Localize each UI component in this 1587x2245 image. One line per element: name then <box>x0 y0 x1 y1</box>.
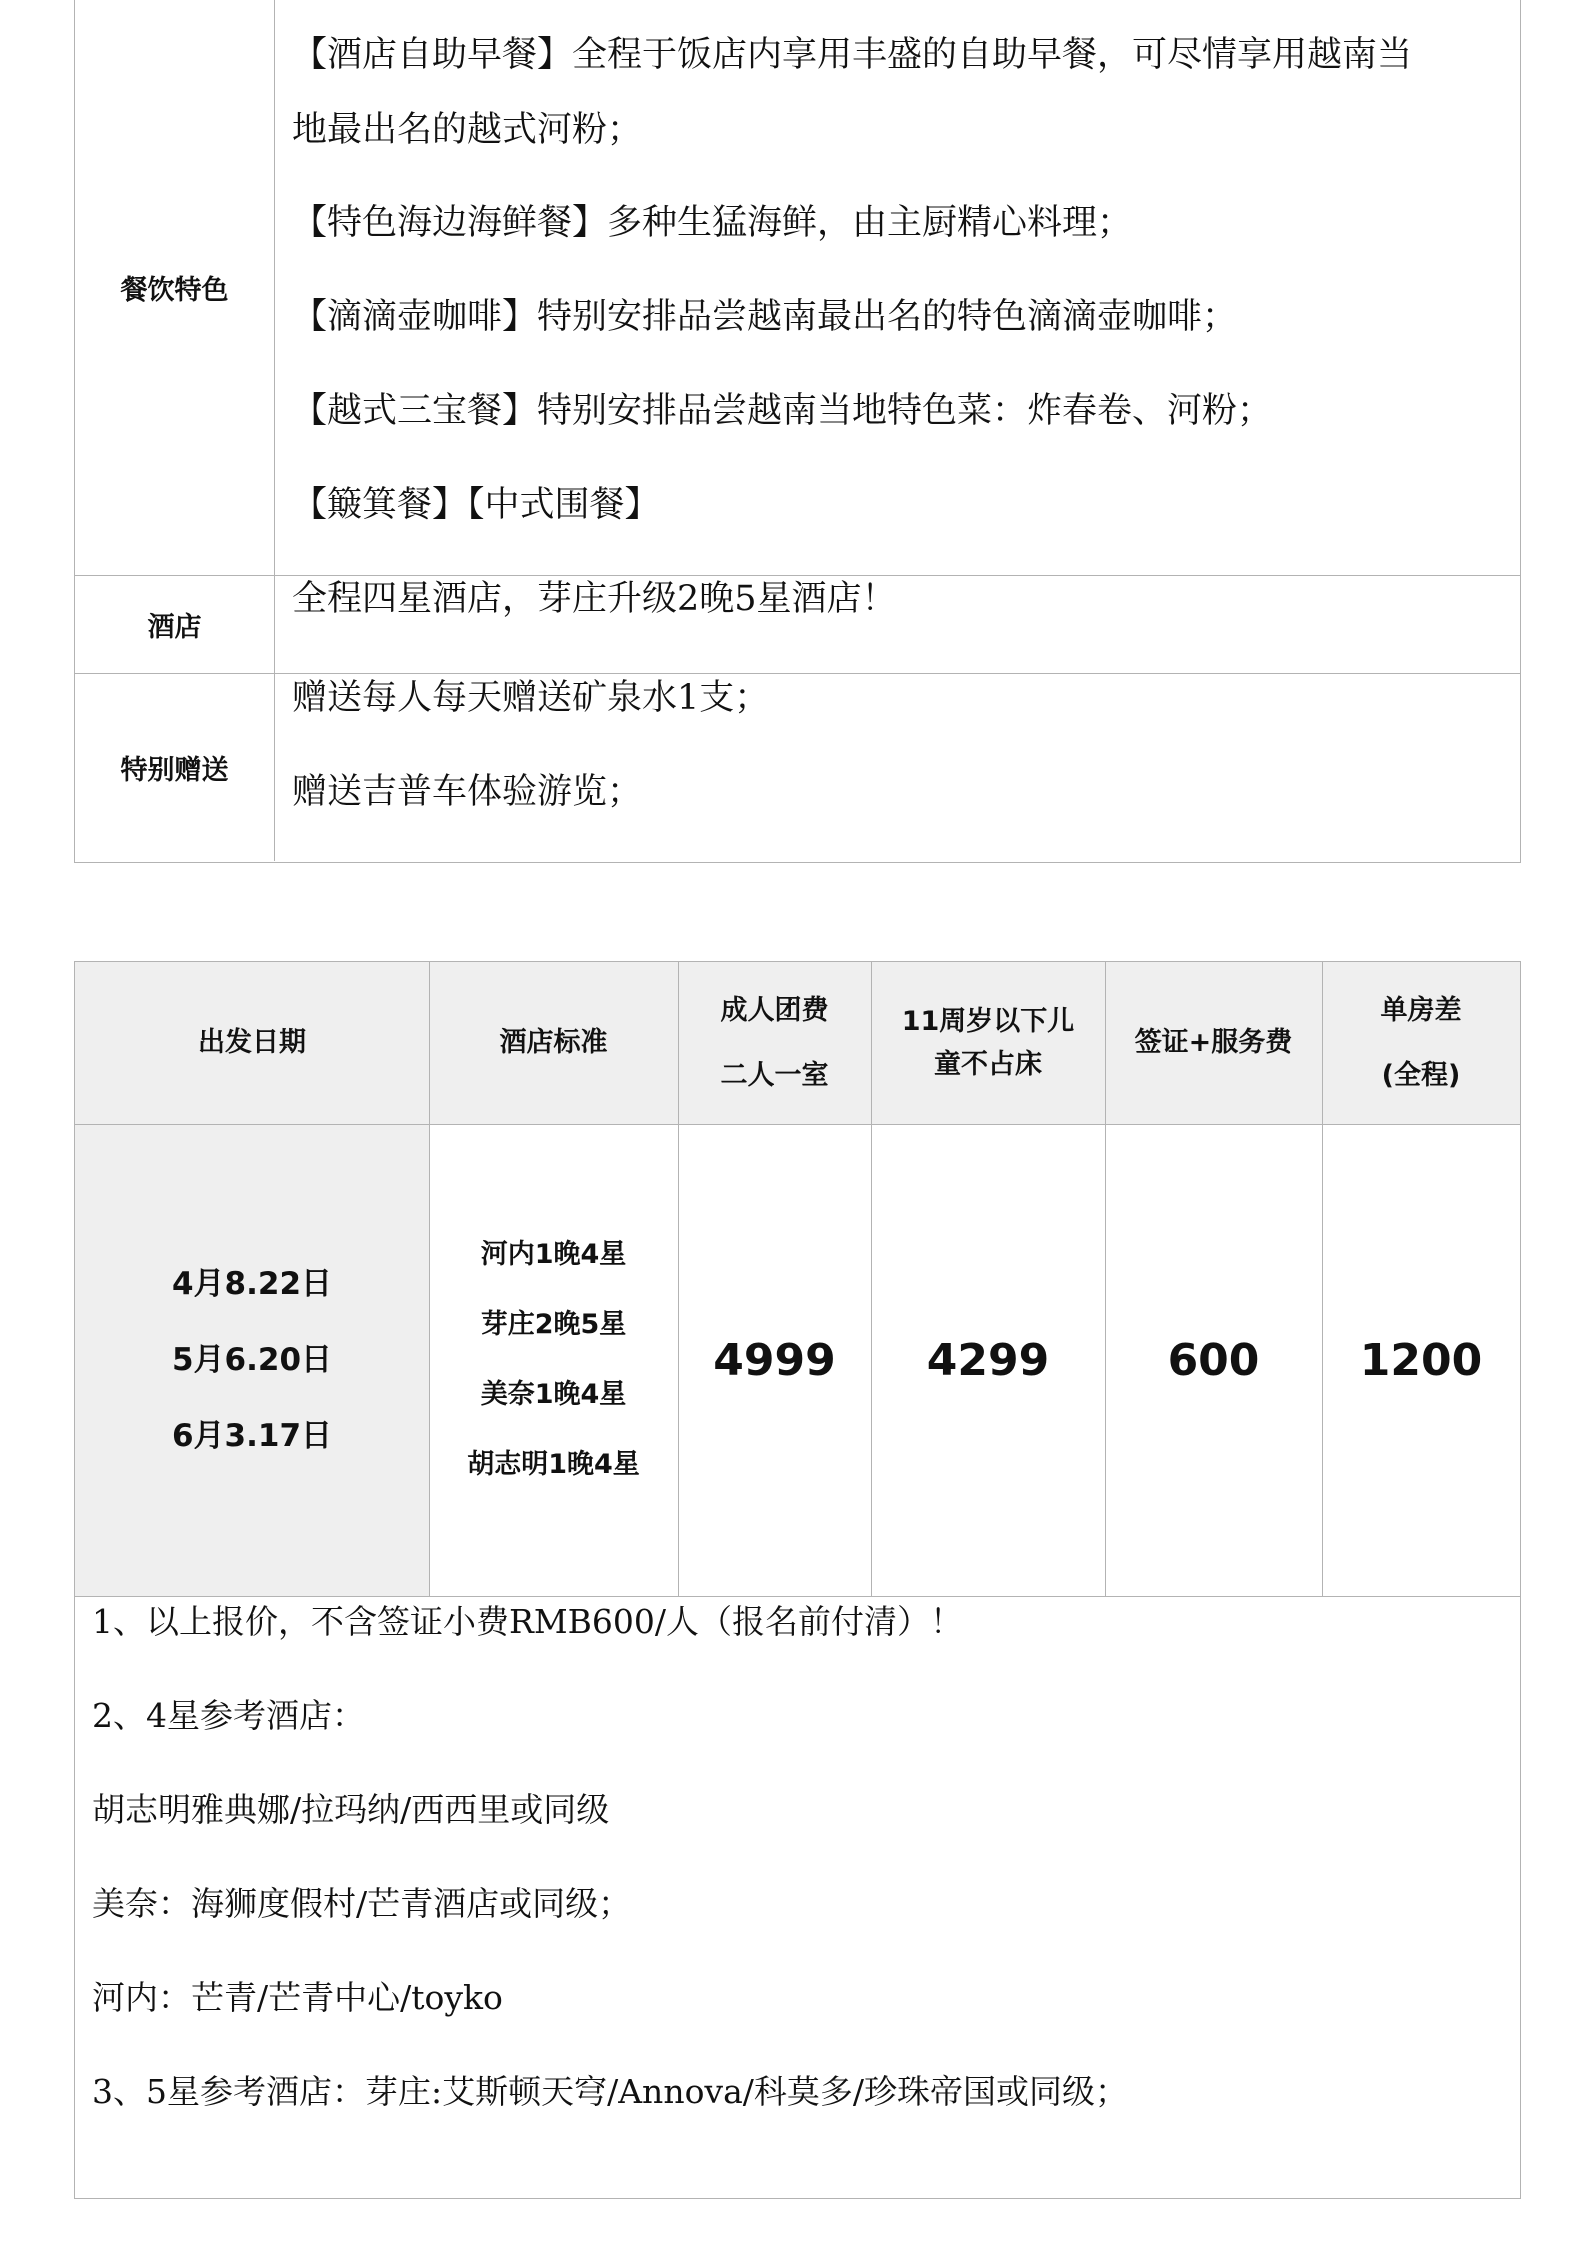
header-visa-fee <box>1105 962 1322 1124</box>
header-adult-fee <box>678 962 871 1124</box>
gifts-line: 赠送每人每天赠送矿泉水1支； <box>292 678 770 718</box>
hotel-item: 河内1晚4星 <box>480 1239 627 1270</box>
header-child-fee-line: 11周岁以下儿 <box>901 1005 1075 1037</box>
dining-line: 地最出名的越式河粉； <box>292 110 643 150</box>
hotel-item: 芽庄2晚5星 <box>480 1309 627 1340</box>
dates-cell <box>75 1124 429 1596</box>
dining-content <box>275 0 1520 575</box>
header-single-supplement-line: (全程) <box>1381 1060 1461 1091</box>
visa-fee: 600 <box>1167 1334 1260 1386</box>
dining-line: 【越式三宝餐】特别安排品尝越南当地特色菜：炸春卷、河粉； <box>292 391 1273 431</box>
gifts-label: 特别赠送 <box>75 673 275 861</box>
single-supplement: 1200 <box>1359 1334 1483 1386</box>
header-visa-fee-text: 签证+服务费 <box>1134 1027 1293 1059</box>
hotel-item: 美奈1晚4星 <box>480 1379 627 1410</box>
gifts-content <box>275 673 1520 861</box>
note-line: 美奈：海狮度假村/芒青酒店或同级； <box>92 1884 632 1923</box>
header-date-text: 出发日期 <box>198 1027 306 1059</box>
gifts-line: 赠送吉普车体验游览； <box>292 772 643 812</box>
header-adult-fee-line: 成人团费 <box>720 994 829 1026</box>
hotel-content <box>275 575 1520 673</box>
header-child-fee-line: 童不占床 <box>934 1049 1042 1080</box>
header-single-supplement <box>1322 962 1520 1124</box>
adult-price: 4999 <box>713 1334 836 1386</box>
hotel-item: 胡志明1晚4星 <box>467 1449 640 1480</box>
header-single-supplement-line: 单房差 <box>1380 994 1462 1026</box>
date-item: 4月8.22日 <box>171 1266 333 1302</box>
price-table <box>74 961 1521 2199</box>
dining-label: 餐饮特色 <box>75 0 275 575</box>
dining-line: 【酒店自助早餐】全程于饭店内享用丰盛的自助早餐，可尽情享用越南当 <box>292 35 1413 75</box>
hotel-label: 酒店 <box>75 575 275 673</box>
note-line: 2、4星参考酒店： <box>92 1696 365 1735</box>
date-item: 5月6.20日 <box>171 1342 333 1378</box>
dining-line: 【特色海边海鲜餐】多种生猛海鲜，由主厨精心料理； <box>292 203 1133 243</box>
note-line: 河内：芒青/芒青中心/toyko <box>92 1978 503 2017</box>
hotel-line: 全程四星酒店，芽庄升级2晚5星酒店！ <box>292 579 897 619</box>
header-hotel-standard <box>429 962 678 1124</box>
hotels-cell <box>429 1124 678 1596</box>
note-line: 胡志明雅典娜/拉玛纳/西西里或同级 <box>92 1790 610 1829</box>
note-line: 3、5星参考酒店：芽庄:艾斯顿天穹/Annova/科莫多/珍珠帝国或同级； <box>92 2072 1128 2111</box>
date-item: 6月3.17日 <box>171 1418 333 1454</box>
features-table <box>74 0 1521 863</box>
notes-section <box>75 1596 1520 2198</box>
dining-line: 【滴滴壶咖啡】特别安排品尝越南最出名的特色滴滴壶咖啡； <box>292 297 1238 337</box>
header-child-fee <box>871 962 1105 1124</box>
dining-line: 【簸箕餐】【中式围餐】 <box>292 485 660 525</box>
note-line: 1、以上报价，不含签证小费RMB600/人（报名前付清）！ <box>92 1602 963 1641</box>
header-hotel-standard-text: 酒店标准 <box>499 1027 608 1059</box>
header-adult-fee-line: 二人一室 <box>720 1060 829 1091</box>
header-date <box>75 962 429 1124</box>
child-price: 4299 <box>926 1334 1050 1386</box>
